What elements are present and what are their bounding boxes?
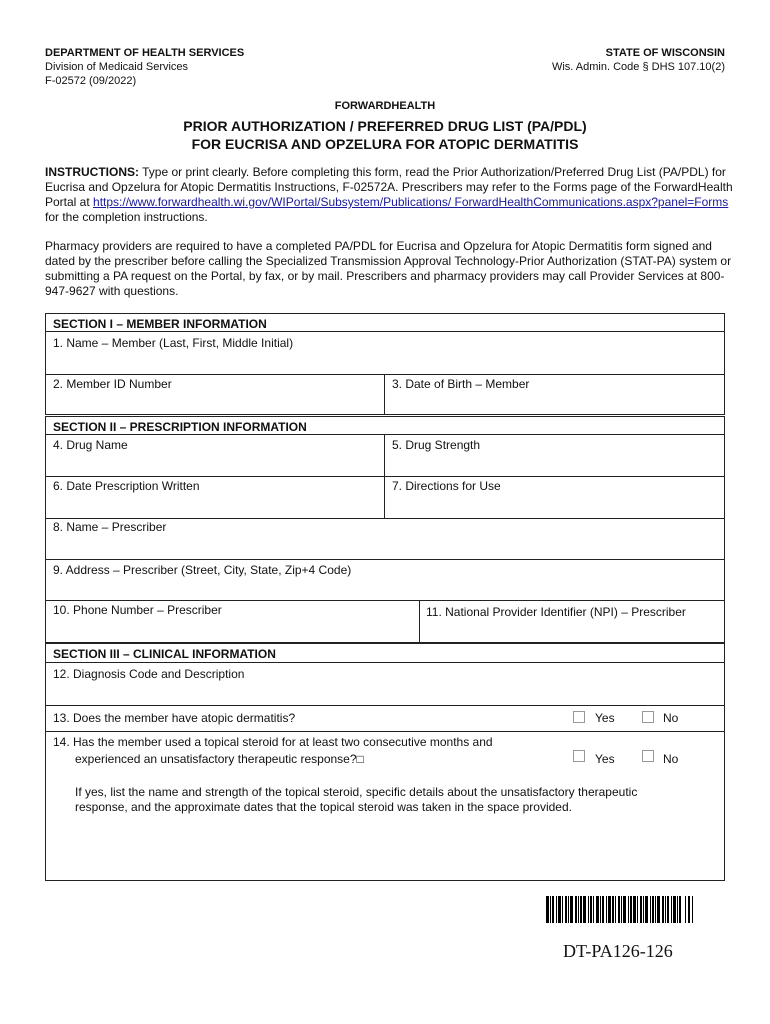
instructions-paragraph [45,165,735,225]
unknown-glyph-icon: □ [356,752,364,766]
q13-yes-checkbox[interactable] [573,711,585,723]
divider [45,518,725,519]
prescriber-address-field[interactable]: 9. Address – Prescriber (Street, City, State, Zip+4 Code) [53,563,352,577]
question-14-text: experienced an unsatisfactory therapeutic response? [75,752,357,766]
barcode [546,896,714,923]
prescriber-npi-field[interactable]: 11. National Provider Identifier (NPI) – Prescriber [426,605,686,619]
divider [419,600,420,643]
directions-field[interactable]: 7. Directions for Use [392,479,501,493]
section-1-title: SECTION I – MEMBER INFORMATION [53,317,267,331]
program-title: FORWARDHEALTH [334,100,436,112]
drug-name-field[interactable]: 4. Drug Name [53,438,128,452]
drug-strength-field[interactable]: 5. Drug Strength [392,438,481,452]
instructions-label: INSTRUCTIONS: [45,165,139,179]
q14-yes-checkbox[interactable] [573,750,585,762]
section-3-title: SECTION III – CLINICAL INFORMATION [53,647,276,661]
q13-no-checkbox[interactable] [642,711,654,723]
section-2-title: SECTION II – PRESCRIPTION INFORMATION [53,420,307,434]
question-14-line1: 14. Has the member used a topical steroid for at least two consecutive months and [53,735,493,749]
q14-yes-label: Yes [595,752,615,766]
divider [45,705,725,706]
prescriber-phone-field[interactable]: 10. Phone Number – Prescriber [53,603,222,617]
q13-no-label: No [663,711,679,725]
divider [384,374,385,415]
divider [45,374,725,375]
divider [45,331,725,332]
question-13: 13. Does the member have atopic dermatitis? [53,711,296,725]
state-name: STATE OF WISCONSIN [605,47,725,59]
form-title-line1: PRIOR AUTHORIZATION / PREFERRED DRUG LIST (PA/PDL) [183,118,587,134]
divider [45,662,725,663]
diagnosis-field[interactable]: 12. Diagnosis Code and Description [53,667,245,681]
divider [45,731,725,732]
department-name: DEPARTMENT OF HEALTH SERVICES [45,47,245,59]
divider [45,434,725,435]
document-id: DT-PA126-126 [563,941,673,961]
question-14-line2 [75,752,364,767]
admin-code: Wis. Admin. Code § DHS 107.10(2) [551,61,725,73]
pharmacy-paragraph: Pharmacy providers are required to have a completed PA/PDL for Eucrisa and Opzelura for Atopic Dermatitis form signed and dated by the prescriber before calling the Specialized Transmission Approval Technology-Prior Authorization (STAT-PA) system or submitting a PA request on the Portal, by fax, or by mail. Prescribers and pharmacy providers may call Provider Services at 800-947-9627 with questions. [45,239,732,298]
division-name: Division of Medicaid Services [45,61,189,73]
steroid-details-instructions: If yes, list the name and strength of the topical steroid, specific details about the unsatisfactory therapeutic response, and the approximate dates that the topical steroid was taken in the space provided. [75,785,638,814]
divider [45,476,725,477]
divider [45,600,725,601]
form-number: F-02572 (09/2022) [45,75,137,87]
instructions-text-end: for the completion instructions. [45,210,208,224]
member-name-field[interactable]: 1. Name – Member (Last, First, Middle Initial) [53,336,294,350]
divider [45,559,725,560]
prescriber-name-field[interactable]: 8. Name – Prescriber [53,520,167,534]
q13-yes-label: Yes [595,711,615,725]
date-prescription-field[interactable]: 6. Date Prescription Written [53,479,200,493]
steroid-details-input-area[interactable] [75,820,715,875]
forms-page-link[interactable]: https://www.forwardhealth.wi.gov/WIPortal/Subsystem/Publications/ ForwardHealthCommunications.aspx?panel=Forms [93,195,729,209]
q14-no-label: No [663,752,679,766]
form-title-line2: FOR EUCRISA AND OPZELURA FOR ATOPIC DERMATITIS [191,136,579,152]
q14-no-checkbox[interactable] [642,750,654,762]
instructions-text: Type or print clearly. Before completing this form, read the Prior Authorization/Preferred Drug List (PA/PDL) for Eucrisa and Opzelura for Atopic Dermatitis Instructions, F-02572A. Prescribers may refer to the Forms page of the ForwardHealth Portal at [45,165,733,209]
member-dob-field[interactable]: 3. Date of Birth – Member [392,377,530,391]
member-id-field[interactable]: 2. Member ID Number [53,377,172,391]
